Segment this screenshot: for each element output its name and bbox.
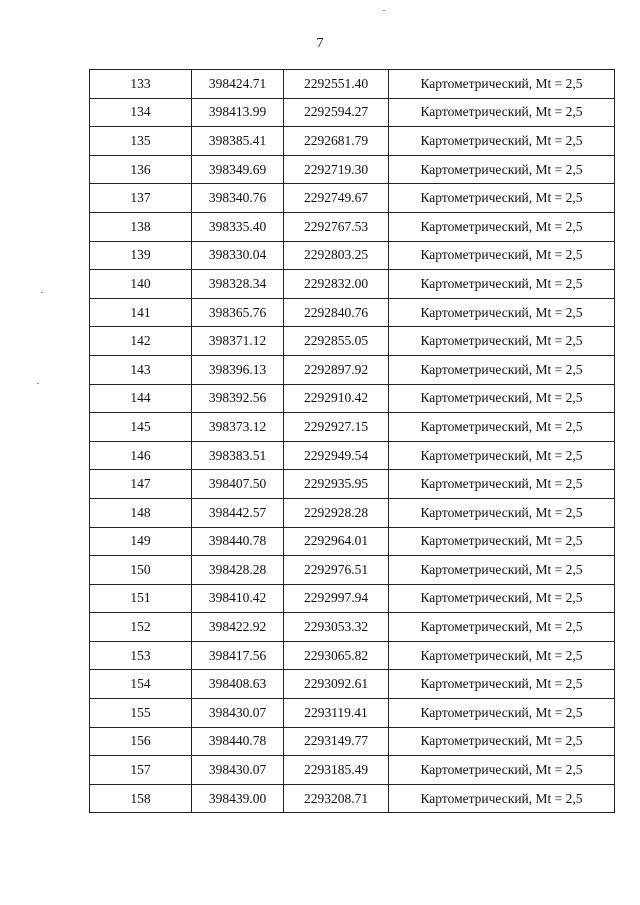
table-row — [90, 584, 615, 613]
y-coordinate-cell: 2292997.94 — [284, 584, 389, 613]
y-coordinate-cell: 2292832.00 — [284, 270, 389, 299]
point-number-cell: 150 — [90, 556, 192, 585]
point-number-cell: 151 — [90, 584, 192, 613]
coordinates-table — [89, 69, 615, 813]
method-cell: Картометрический, Mt = 2,5 — [389, 212, 615, 241]
method-cell: Картометрический, Mt = 2,5 — [389, 298, 615, 327]
point-number-cell: 155 — [90, 699, 192, 728]
x-coordinate-cell: 398383.51 — [192, 441, 284, 470]
point-number-cell: 147 — [90, 470, 192, 499]
x-coordinate-cell: 398413.99 — [192, 98, 284, 127]
point-number-cell: 134 — [90, 98, 192, 127]
table-row — [90, 727, 615, 756]
y-coordinate-cell: 2292803.25 — [284, 241, 389, 270]
method-cell: Картометрический, Mt = 2,5 — [389, 784, 615, 813]
y-coordinate-cell: 2292927.15 — [284, 413, 389, 442]
table-row — [90, 670, 615, 699]
x-coordinate-cell: 398422.92 — [192, 613, 284, 642]
method-cell: Картометрический, Mt = 2,5 — [389, 384, 615, 413]
method-cell: Картометрический, Mt = 2,5 — [389, 270, 615, 299]
y-coordinate-cell: 2292681.79 — [284, 127, 389, 156]
y-coordinate-cell: 2292749.67 — [284, 184, 389, 213]
x-coordinate-cell: 398396.13 — [192, 355, 284, 384]
x-coordinate-cell: 398442.57 — [192, 498, 284, 527]
table-row — [90, 355, 615, 384]
point-number-cell: 135 — [90, 127, 192, 156]
y-coordinate-cell: 2292767.53 — [284, 212, 389, 241]
y-coordinate-cell: 2292840.76 — [284, 298, 389, 327]
table-row — [90, 98, 615, 127]
method-cell: Картометрический, Mt = 2,5 — [389, 527, 615, 556]
x-coordinate-cell: 398373.12 — [192, 413, 284, 442]
table-row — [90, 527, 615, 556]
point-number-cell: 144 — [90, 384, 192, 413]
method-cell: Картометрический, Mt = 2,5 — [389, 184, 615, 213]
point-number-cell: 141 — [90, 298, 192, 327]
method-cell: Картометрический, Mt = 2,5 — [389, 670, 615, 699]
point-number-cell: 140 — [90, 270, 192, 299]
scan-speck — [383, 10, 385, 11]
y-coordinate-cell: 2293149.77 — [284, 727, 389, 756]
method-cell: Картометрический, Mt = 2,5 — [389, 70, 615, 99]
point-number-cell: 157 — [90, 756, 192, 785]
y-coordinate-cell: 2293092.61 — [284, 670, 389, 699]
point-number-cell: 148 — [90, 498, 192, 527]
x-coordinate-cell: 398430.07 — [192, 699, 284, 728]
x-coordinate-cell: 398349.69 — [192, 155, 284, 184]
point-number-cell: 139 — [90, 241, 192, 270]
x-coordinate-cell: 398330.04 — [192, 241, 284, 270]
x-coordinate-cell: 398392.56 — [192, 384, 284, 413]
point-number-cell: 149 — [90, 527, 192, 556]
y-coordinate-cell: 2292976.51 — [284, 556, 389, 585]
table-row — [90, 641, 615, 670]
method-cell: Картометрический, Mt = 2,5 — [389, 327, 615, 356]
y-coordinate-cell: 2293053.32 — [284, 613, 389, 642]
y-coordinate-cell: 2292594.27 — [284, 98, 389, 127]
scan-speck — [37, 383, 39, 384]
table-row — [90, 241, 615, 270]
x-coordinate-cell: 398385.41 — [192, 127, 284, 156]
table-row — [90, 155, 615, 184]
x-coordinate-cell: 398410.42 — [192, 584, 284, 613]
y-coordinate-cell: 2293119.41 — [284, 699, 389, 728]
y-coordinate-cell: 2292719.30 — [284, 155, 389, 184]
method-cell: Картометрический, Mt = 2,5 — [389, 756, 615, 785]
y-coordinate-cell: 2292949.54 — [284, 441, 389, 470]
method-cell: Картометрический, Mt = 2,5 — [389, 470, 615, 499]
x-coordinate-cell: 398439.00 — [192, 784, 284, 813]
point-number-cell: 156 — [90, 727, 192, 756]
table-row — [90, 127, 615, 156]
x-coordinate-cell: 398440.78 — [192, 527, 284, 556]
x-coordinate-cell: 398440.78 — [192, 727, 284, 756]
method-cell: Картометрический, Mt = 2,5 — [389, 355, 615, 384]
table-row — [90, 184, 615, 213]
point-number-cell: 136 — [90, 155, 192, 184]
table-row — [90, 556, 615, 585]
point-number-cell: 153 — [90, 641, 192, 670]
x-coordinate-cell: 398408.63 — [192, 670, 284, 699]
method-cell: Картометрический, Mt = 2,5 — [389, 584, 615, 613]
table-row — [90, 384, 615, 413]
point-number-cell: 142 — [90, 327, 192, 356]
method-cell: Картометрический, Mt = 2,5 — [389, 413, 615, 442]
method-cell: Картометрический, Mt = 2,5 — [389, 441, 615, 470]
method-cell: Картометрический, Mt = 2,5 — [389, 127, 615, 156]
x-coordinate-cell: 398340.76 — [192, 184, 284, 213]
x-coordinate-cell: 398417.56 — [192, 641, 284, 670]
table-row — [90, 413, 615, 442]
x-coordinate-cell: 398424.71 — [192, 70, 284, 99]
table-row — [90, 298, 615, 327]
point-number-cell: 138 — [90, 212, 192, 241]
table-row — [90, 327, 615, 356]
page-number: 7 — [316, 36, 324, 51]
point-number-cell: 143 — [90, 355, 192, 384]
table-row — [90, 470, 615, 499]
method-cell: Картометрический, Mt = 2,5 — [389, 155, 615, 184]
method-cell: Картометрический, Mt = 2,5 — [389, 641, 615, 670]
y-coordinate-cell: 2292855.05 — [284, 327, 389, 356]
point-number-cell: 152 — [90, 613, 192, 642]
scan-speck — [41, 292, 43, 293]
y-coordinate-cell: 2292897.92 — [284, 355, 389, 384]
method-cell: Картометрический, Mt = 2,5 — [389, 556, 615, 585]
point-number-cell: 146 — [90, 441, 192, 470]
point-number-cell: 154 — [90, 670, 192, 699]
table-row — [90, 784, 615, 813]
x-coordinate-cell: 398407.50 — [192, 470, 284, 499]
y-coordinate-cell: 2292935.95 — [284, 470, 389, 499]
x-coordinate-cell: 398328.34 — [192, 270, 284, 299]
x-coordinate-cell: 398371.12 — [192, 327, 284, 356]
table-row — [90, 70, 615, 99]
x-coordinate-cell: 398365.76 — [192, 298, 284, 327]
point-number-cell: 158 — [90, 784, 192, 813]
method-cell: Картометрический, Mt = 2,5 — [389, 699, 615, 728]
x-coordinate-cell: 398335.40 — [192, 212, 284, 241]
method-cell: Картометрический, Mt = 2,5 — [389, 241, 615, 270]
point-number-cell: 137 — [90, 184, 192, 213]
point-number-cell: 145 — [90, 413, 192, 442]
method-cell: Картометрический, Mt = 2,5 — [389, 727, 615, 756]
method-cell: Картометрический, Mt = 2,5 — [389, 98, 615, 127]
coordinates-table-body — [90, 70, 615, 813]
point-number-cell: 133 — [90, 70, 192, 99]
table-row — [90, 613, 615, 642]
table-row — [90, 441, 615, 470]
table-row — [90, 699, 615, 728]
table-row — [90, 756, 615, 785]
method-cell: Картометрический, Mt = 2,5 — [389, 613, 615, 642]
y-coordinate-cell: 2293185.49 — [284, 756, 389, 785]
y-coordinate-cell: 2293065.82 — [284, 641, 389, 670]
x-coordinate-cell: 398430.07 — [192, 756, 284, 785]
y-coordinate-cell: 2292910.42 — [284, 384, 389, 413]
x-coordinate-cell: 398428.28 — [192, 556, 284, 585]
y-coordinate-cell: 2292551.40 — [284, 70, 389, 99]
y-coordinate-cell: 2293208.71 — [284, 784, 389, 813]
y-coordinate-cell: 2292928.28 — [284, 498, 389, 527]
y-coordinate-cell: 2292964.01 — [284, 527, 389, 556]
method-cell: Картометрический, Mt = 2,5 — [389, 498, 615, 527]
table-row — [90, 498, 615, 527]
table-row — [90, 270, 615, 299]
table-row — [90, 212, 615, 241]
